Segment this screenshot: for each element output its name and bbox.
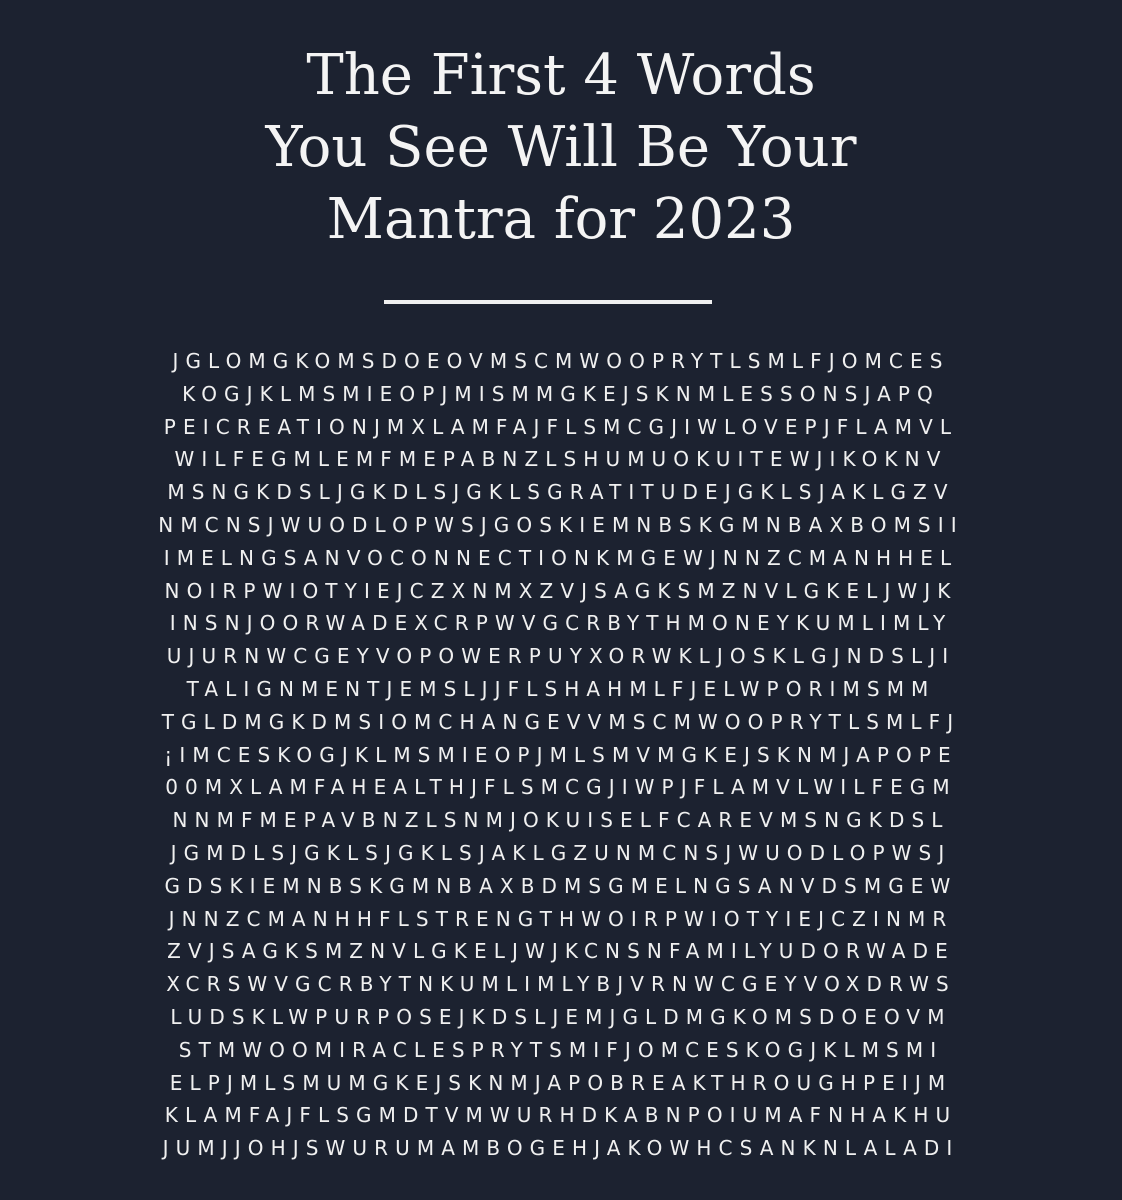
letter-grid [0,345,1122,1165]
letter-row: LUDSKLWPURPOSEJKDSLJEMJGLDMGKOMSDOEOVM [170,1004,952,1029]
letter-row: TALIGNMENTJEMSLJJFLSHAHMLFJELWPORIMSMM [186,676,936,701]
letter-row: UJURNWCGEYVOPOWERPUYXORWKLJOSKLGJNDSLJI [166,644,956,669]
letter-row: PEICREATIONJMXLAMFAJFLSMCGJIWLOVEPJFLAMVL [163,414,959,439]
letter-row: NNMFMEPAVBNZLSNMJOKUISELFCAREVMSNGKDSL [172,808,950,833]
title-divider [384,300,712,304]
letter-row: WILFEGMLEMFMEPABNZLSHUMUOKUITEWJIKOKNV [174,447,948,472]
letter-row: GDSKIEMNBSKGMNBAXBDMSGMELNGSANVDSMGEW [164,873,958,898]
poster-title [0,40,1122,256]
letter-row: NOIRPWIOTYIEJCZXNMXZVJSAGKSMZNVLGKELJWJK [164,578,958,603]
letter-row: ZVJSAGKSMZNVLGKELJWJKCNSNFAMILYUDORWADE [167,939,955,964]
letter-row: INSNJOORWADEXCRPWVGCRBYTHMONEYKUMLIMLY [169,611,953,636]
letter-row: XCRSWVGCRBYTNKUMLIMLYBJVRNWCGEYVOXDRWS [166,972,956,997]
letter-row: ¡IMCESKOGJKLMSMIEOPJMLSMVMGKEJSKNMJAPOPE [164,742,958,767]
letter-row: JUMJJOHJSWURUMAMBOGEHJAKOWHCSANKNLALADI [162,1136,960,1161]
letter-row: NMCNSJWUODLOPWSJGOSKIEMNBSKGMNBAXBOMSII [158,512,964,537]
letter-row: JNNZCMANHHFLSTRENGTHWOIRPWIOTYIEJCZINMR [168,906,954,931]
letter-row: MSNGKDSLJGKDLSJGKLSGRATITUDEJGKLSJAKLGZV [167,480,955,505]
letter-row: JGMDLSJGKLSJGKLSJAKLGZUNMCNSJWUODLOPWSJ [170,840,952,865]
letter-row: TGLDMGKDMSIOMCHANGEVVMSCMWOOPRYTLSMLFJ [161,709,961,734]
title-line-3: Mantra for 2023 [326,187,796,252]
letter-row: KOGJKLMSMIEOPJMISMMGKEJSKNMLESSONSJAPQ [182,381,940,406]
title-line-1: The First 4 Words [306,43,816,108]
letter-row: IMELNGSANVOCONNECTIONKMGEWJNNZCMANHHEL [163,545,959,570]
title-line-2: You See Will Be Your [265,115,857,180]
letter-row: KLAMFAJFLSGMDTVMWURHDKABNPOIUMAFNHAKHU [164,1103,958,1128]
letter-row: ELPJMLSMUMGKEJSKNMJAPOBREAKTHROUGHPEIJM [169,1070,953,1095]
letter-row: JGLOMGKOMSDOEOVMSCMWOOPRYTLSMLFJOMCES [172,349,950,373]
letter-row: 00MXLAMFAHEALTHJFLSMCGJIWPJFLAMVLWILFEGM [165,775,957,800]
letter-row: STMWOOMIRACLESPRYTSMIFJOMCESKOGJKLMSMI [178,1037,944,1062]
